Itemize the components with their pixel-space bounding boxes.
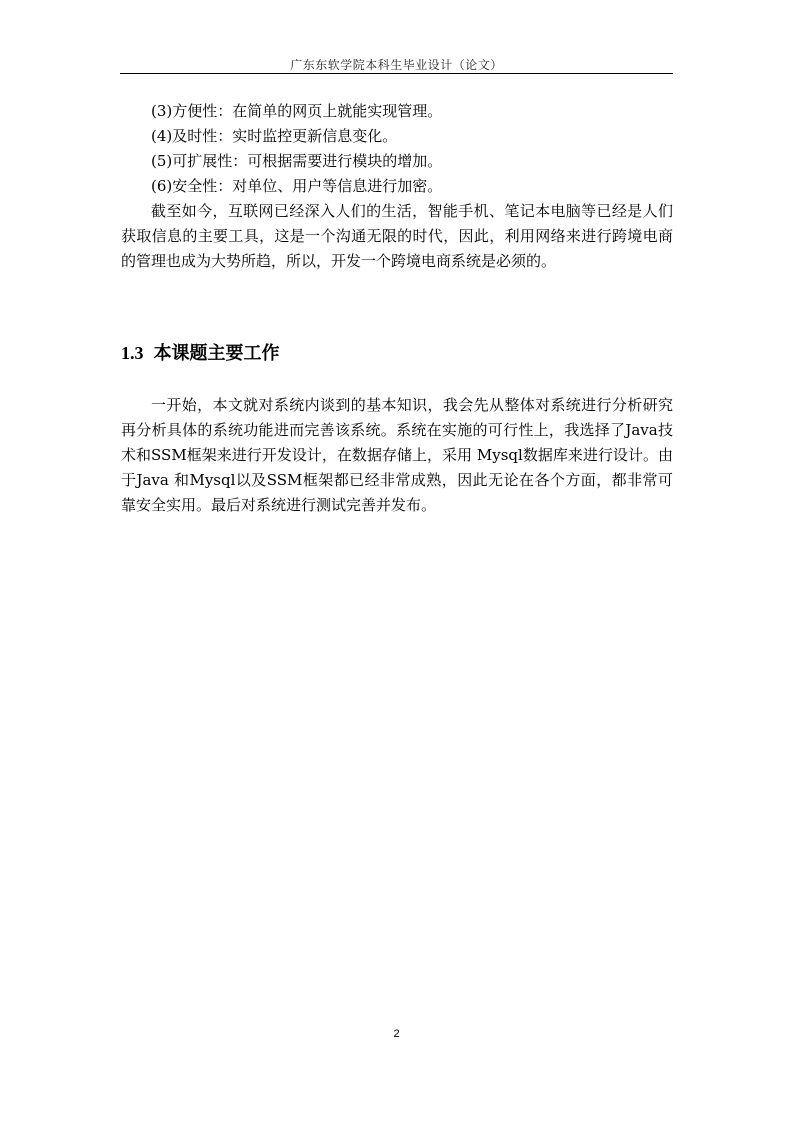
- page-number: 2: [393, 1028, 400, 1040]
- list-item-timeliness: (4)及时性：实时监控更新信息变化。: [151, 127, 398, 145]
- section-title: 本课题主要工作: [153, 343, 280, 364]
- list-item-convenience: (3)方便性：在简单的网页上就能实现管理。: [151, 102, 443, 120]
- paragraph-internet: 截至如今，互联网已经深入人们的生活，智能手机、笔记本电脑等已经是人们获取信息的主要工具，这是一个沟通无限的时代，因此，利用网络来进行跨境电商的管理也成为大势所趋，所以，开发一个跨境电商系统是必须的。: [121, 202, 673, 270]
- section-number: 1.3: [121, 343, 144, 363]
- section-body: [121, 393, 673, 518]
- paragraph-main-work: 一开始，本文就对系统内谈到的基本知识，我会先从整体对系统进行分析研究再分析具体的系统功能进而完善该系统。系统在实施的可行性上，我选择了Java技术和SSM框架来进行开发设计，在数据存储上，采用 Mysql数据库来进行设计。由于Java 和Mysql以及SSM框架都已经非常成熟，因此无论在各个方面，都非常可靠安全实用。最后对系统进行测试完善并发布。: [121, 396, 673, 514]
- list-item-extensibility: (5)可扩展性：可根据需要进行模块的增加。: [151, 152, 443, 170]
- intro-block: [121, 99, 673, 274]
- page-header: 广东东软学院本科生毕业设计（论文）: [290, 58, 503, 72]
- section-heading: [121, 339, 280, 365]
- header-divider: [120, 73, 673, 74]
- list-item-security: (6)安全性：对单位、用户等信息进行加密。: [151, 177, 443, 195]
